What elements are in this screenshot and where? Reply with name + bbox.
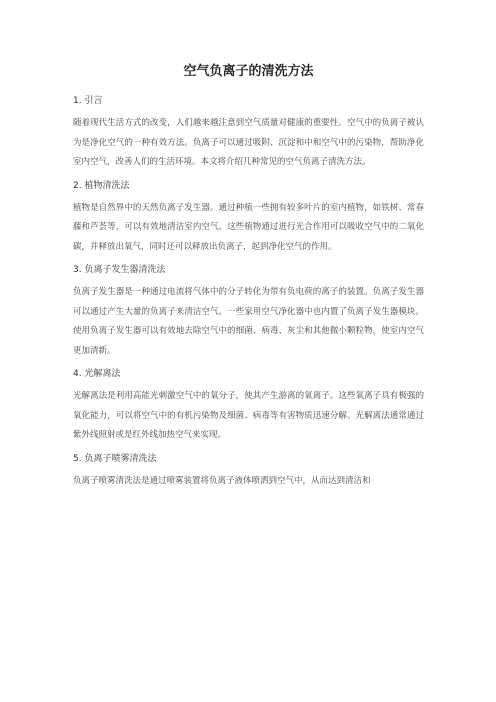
- section-heading: 1. 引言: [73, 96, 103, 106]
- section-heading: 2. 植物清洗法: [73, 180, 130, 191]
- section-heading: 4. 光解离法: [73, 369, 121, 379]
- document-title: 空气负离子的清洗方法: [183, 64, 314, 79]
- section-paragraph: 随着现代生活方式的改变，人们越来越注意到空气质量对健康的重要性。空气中的负离子被认为是净化空气的一种有效方法。负离子可以通过吸附、沉淀和中和空气中的污染物，帮助净化室内空气，改善人们的生活环境。本文将介绍几种常见的空气负离子清洗方法。: [73, 118, 424, 167]
- section-paragraph: 负离子喷雾清洗法是通过喷雾装置将负离子液体喷洒到空气中，从而达到清洁和: [73, 475, 371, 486]
- section-heading: 5. 负离子喷雾清洗法: [73, 453, 157, 464]
- section-spray-method: [73, 452, 424, 492]
- section-heading: 3. 负离子发生器清洗法: [73, 265, 166, 275]
- section-paragraph: 负离子发生器是一种通过电流将气体中的分子转化为带有负电荷的离子的装置。负离子发生器可以通过产生大量的负离子来清洁空气。一些家用空气净化器中也内置了负离子发生器模块。使用负离子发生器可以有效地去除空气中的细菌、病毒、灰尘和其他微小颗粒物，使室内空气更加清新。: [73, 287, 424, 356]
- section-plant-method: [73, 179, 424, 258]
- section-ion-generator-method: [73, 263, 424, 361]
- section-photolysis-method: [73, 367, 424, 446]
- section-paragraph: 植物是自然界中的天然负离子发生器。通过种植一些拥有较多叶片的室内植物，如铁树、常春藤和芦荟等，可以有效地清洁室内空气。这些植物通过进行光合作用可以吸收空气中的二氧化碳，并释放出氧气，同时还可以释放出负离子，起到净化空气的作用。: [73, 202, 424, 252]
- section-introduction: [73, 94, 424, 173]
- section-paragraph: 光解离法是利用高能光刺激空气中的氧分子，使其产生游离的氧离子。这些氧离子具有极强的氧化能力，可以将空气中的有机污染物及细菌、病毒等有害物质迅速分解。光解离法通常通过紫外线照射或是红外线加热空气来实现。: [73, 391, 424, 440]
